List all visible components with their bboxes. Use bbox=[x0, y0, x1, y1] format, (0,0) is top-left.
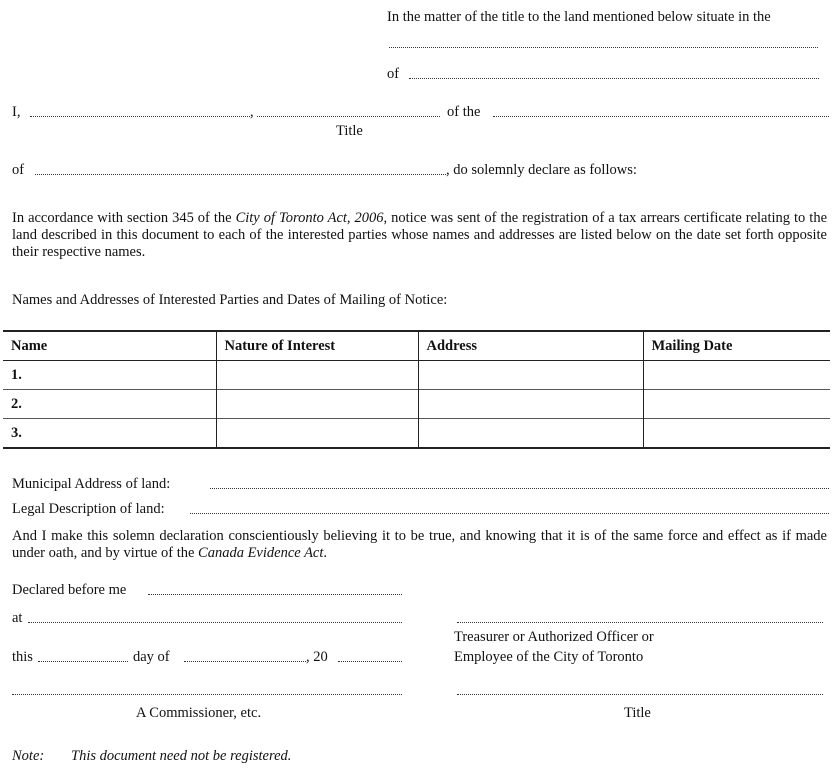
note-text bbox=[71, 748, 291, 765]
solemn-text-after: . bbox=[323, 545, 328, 561]
mailing-date-cell[interactable] bbox=[643, 361, 830, 390]
address-cell[interactable] bbox=[418, 419, 643, 449]
declarant-organization-blank[interactable] bbox=[493, 116, 829, 117]
nature-cell[interactable] bbox=[216, 419, 418, 449]
column-header-mailing-date: Mailing Date bbox=[643, 331, 830, 361]
treasurer-caption-line2: Employee of the City of Toronto bbox=[454, 649, 644, 665]
note-body-text: This document need not be registered. bbox=[71, 748, 292, 764]
municipal-address-blank[interactable] bbox=[210, 488, 829, 489]
commissioner-caption: A Commissioner, etc. bbox=[136, 705, 262, 721]
treasurer-caption-line1: Treasurer or Authorized Officer or bbox=[454, 629, 654, 645]
mailing-date-cell[interactable] bbox=[643, 390, 830, 419]
declarant-title-blank[interactable] bbox=[257, 116, 440, 117]
declarant-residence-blank[interactable] bbox=[35, 174, 446, 175]
note-label-text: Note: bbox=[12, 748, 45, 764]
declarant-i-label: I, bbox=[12, 104, 21, 120]
address-cell[interactable] bbox=[418, 361, 643, 390]
of-the-label: of the bbox=[447, 104, 481, 120]
title-caption: Title bbox=[336, 123, 363, 139]
act-name: City of Toronto Act, 2006 bbox=[235, 210, 384, 226]
solemn-text-before: And I make this solemn declaration conscientiously believing it to be true, and knowing that it is of the same force and effect as if made under oath, and by virtue of the bbox=[12, 528, 827, 561]
month-blank[interactable] bbox=[184, 661, 306, 662]
column-header-name: Name bbox=[11, 337, 48, 354]
solemn-declaration bbox=[12, 528, 827, 562]
municipal-address-label: Municipal Address of land: bbox=[12, 476, 171, 492]
statement-text-after: , notice was sent of the registration of a tax arrears certificate relating to the land described in this document to each of the interested parties whose names and addresses are listed below on the date set forth opposite their respective names. bbox=[12, 210, 827, 260]
treasurer-signature-blank[interactable] bbox=[457, 622, 823, 623]
declarant-name-blank[interactable] bbox=[30, 116, 250, 117]
this-label: this bbox=[12, 649, 33, 665]
address-cell[interactable] bbox=[418, 390, 643, 419]
table-row bbox=[3, 419, 830, 449]
at-label: at bbox=[12, 610, 23, 626]
row-number: 3. bbox=[11, 424, 22, 441]
legal-description-blank[interactable] bbox=[190, 513, 829, 514]
mailing-date-cell[interactable] bbox=[643, 419, 830, 449]
legal-description-label: Legal Description of land: bbox=[12, 501, 165, 517]
declarant-of-label: of bbox=[12, 162, 25, 178]
declared-before-blank[interactable] bbox=[148, 594, 402, 595]
header-of-label: of bbox=[387, 66, 400, 82]
nature-cell[interactable] bbox=[216, 361, 418, 390]
declare-text: , do solemnly declare as follows: bbox=[446, 162, 637, 178]
column-header-address: Address bbox=[418, 331, 643, 361]
signer-title-caption: Title bbox=[624, 705, 651, 721]
commissioner-signature-blank[interactable] bbox=[12, 694, 402, 695]
row-number: 2. bbox=[11, 395, 22, 412]
note-label bbox=[12, 748, 44, 765]
column-header-nature: Nature of Interest bbox=[216, 331, 418, 361]
location-blank[interactable] bbox=[409, 78, 819, 79]
day-blank[interactable] bbox=[38, 661, 128, 662]
declarant-comma: , bbox=[250, 104, 254, 120]
nature-cell[interactable] bbox=[216, 390, 418, 419]
table-header-row bbox=[3, 331, 830, 361]
notice-statement bbox=[12, 210, 827, 261]
day-of-label: day of bbox=[133, 649, 170, 665]
place-blank[interactable] bbox=[28, 622, 402, 623]
row-number: 1. bbox=[11, 366, 22, 383]
matter-intro-text: In the matter of the title to the land mentioned below situate in the bbox=[387, 9, 771, 25]
statement-text-before: In accordance with section 345 of the bbox=[12, 210, 236, 226]
municipality-blank[interactable] bbox=[389, 47, 818, 48]
evidence-act-name: Canada Evidence Act bbox=[198, 545, 324, 561]
year-blank[interactable] bbox=[338, 661, 402, 662]
table-row bbox=[3, 361, 830, 390]
year-prefix: , 20 bbox=[306, 649, 328, 665]
declared-before-label: Declared before me bbox=[12, 582, 127, 598]
parties-heading: Names and Addresses of Interested Parties and Dates of Mailing of Notice: bbox=[12, 292, 448, 308]
signer-title-blank[interactable] bbox=[457, 694, 823, 695]
table-row bbox=[3, 390, 830, 419]
parties-table bbox=[3, 330, 830, 449]
